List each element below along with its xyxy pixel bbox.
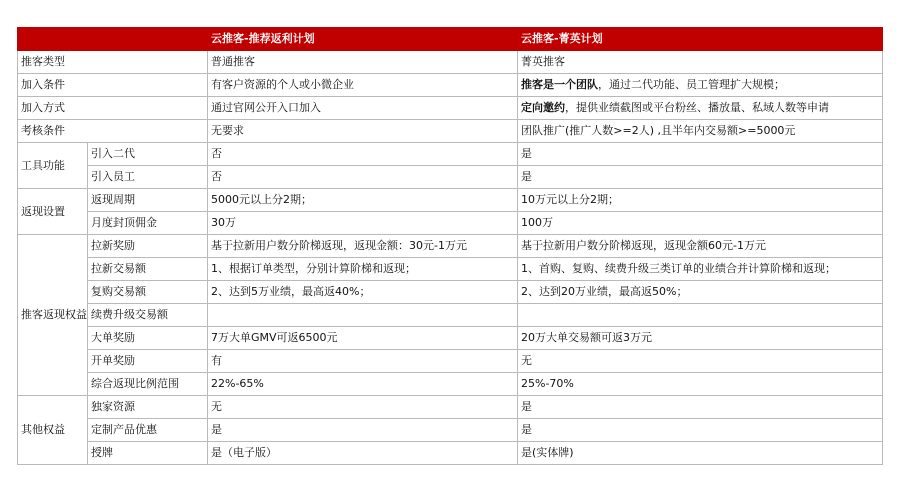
cell-plan-b: 25%-70%	[518, 373, 883, 396]
sub-label: 授牌	[88, 442, 208, 465]
cell-plan-b: 团队推广(推广人数>=2人) ,且半年内交易额>=5000元	[518, 120, 883, 143]
cell-plan-b: 是	[518, 166, 883, 189]
cell-plan-a: 否	[208, 166, 518, 189]
sub-label: 月度封顶佣金	[88, 212, 208, 235]
comparison-table-container	[17, 27, 882, 465]
cell-plan-b: 无	[518, 350, 883, 373]
table-row	[18, 419, 883, 442]
header-blank-cell	[18, 28, 208, 51]
cell-plan-a: 2、达到5万业绩，最高返40%；	[208, 281, 518, 304]
cell-plan-b: 是(实体牌)	[518, 442, 883, 465]
cell-plan-a: 22%-65%	[208, 373, 518, 396]
cell-plan-a: 30万	[208, 212, 518, 235]
group-label-tools: 工具功能	[18, 143, 88, 189]
table-row	[18, 189, 883, 212]
cell-plan-b	[518, 304, 883, 327]
sub-label: 综合返现比例范围	[88, 373, 208, 396]
cell-plan-a: 无	[208, 396, 518, 419]
group-label-other: 其他权益	[18, 396, 88, 465]
cell-plan-a: 是（电子版）	[208, 442, 518, 465]
row-label: 加入条件	[18, 74, 208, 97]
bold-text: 定向邀约	[521, 101, 565, 114]
cell-plan-b	[518, 74, 883, 97]
sub-label: 开单奖励	[88, 350, 208, 373]
table-row	[18, 212, 883, 235]
sub-label: 大单奖励	[88, 327, 208, 350]
table-row	[18, 74, 883, 97]
sub-label: 独家资源	[88, 396, 208, 419]
cell-plan-b: 100万	[518, 212, 883, 235]
sub-label: 复购交易额	[88, 281, 208, 304]
table-row	[18, 51, 883, 74]
group-label-cashback: 返现设置	[18, 189, 88, 235]
row-label: 考核条件	[18, 120, 208, 143]
header-plan-b: 云推客-菁英计划	[518, 28, 883, 51]
cell-plan-a: 7万大单GMV可返6500元	[208, 327, 518, 350]
cell-plan-b: 是	[518, 419, 883, 442]
table-row	[18, 120, 883, 143]
sub-label: 续费升级交易额	[88, 304, 208, 327]
cell-plan-a: 无要求	[208, 120, 518, 143]
table-row	[18, 166, 883, 189]
cell-plan-a	[208, 304, 518, 327]
cell-plan-b: 是	[518, 143, 883, 166]
table-row	[18, 442, 883, 465]
cell-plan-b: 基于拉新用户数分阶梯返现，返现金额60元-1万元	[518, 235, 883, 258]
comparison-table	[17, 27, 883, 465]
cell-plan-a: 是	[208, 419, 518, 442]
cell-plan-a: 普通推客	[208, 51, 518, 74]
cell-plan-b	[518, 97, 883, 120]
cell-plan-b: 1、首购、复购、续费升级三类订单的业绩合并计算阶梯和返现；	[518, 258, 883, 281]
cell-text: ，通过二代功能、员工管理扩大规模；	[598, 78, 785, 91]
cell-text: ，提供业绩截图或平台粉丝、播放量、私域人数等申请	[565, 101, 829, 114]
sub-label: 定制产品优惠	[88, 419, 208, 442]
row-label: 加入方式	[18, 97, 208, 120]
table-row	[18, 396, 883, 419]
cell-plan-b: 2、达到20万业绩，最高返50%；	[518, 281, 883, 304]
cell-plan-b: 是	[518, 396, 883, 419]
table-row	[18, 304, 883, 327]
table-row	[18, 258, 883, 281]
table-row	[18, 373, 883, 396]
sub-label: 引入二代	[88, 143, 208, 166]
cell-plan-a: 有	[208, 350, 518, 373]
sub-label: 引入员工	[88, 166, 208, 189]
cell-plan-b: 20万大单交易额可返3万元	[518, 327, 883, 350]
cell-plan-a: 通过官网公开入口加入	[208, 97, 518, 120]
cell-plan-b: 10万元以上分2期；	[518, 189, 883, 212]
cell-plan-b: 菁英推客	[518, 51, 883, 74]
header-plan-a: 云推客-推荐返利计划	[208, 28, 518, 51]
cell-plan-a: 有客户资源的个人或小微企业	[208, 74, 518, 97]
table-row	[18, 97, 883, 120]
table-row	[18, 327, 883, 350]
cell-plan-a: 基于拉新用户数分阶梯返现，返现金额：30元-1万元	[208, 235, 518, 258]
sub-label: 拉新奖励	[88, 235, 208, 258]
table-row	[18, 350, 883, 373]
row-label: 推客类型	[18, 51, 208, 74]
table-row	[18, 143, 883, 166]
table-row	[18, 281, 883, 304]
group-label-rights: 推客返现权益	[18, 235, 88, 396]
cell-plan-a: 否	[208, 143, 518, 166]
bold-text: 推客是一个团队	[521, 78, 598, 91]
cell-plan-a: 5000元以上分2期；	[208, 189, 518, 212]
sub-label: 拉新交易额	[88, 258, 208, 281]
sub-label: 返现周期	[88, 189, 208, 212]
table-row	[18, 235, 883, 258]
table-header-row	[18, 28, 883, 51]
cell-plan-a: 1、根据订单类型，分别计算阶梯和返现；	[208, 258, 518, 281]
